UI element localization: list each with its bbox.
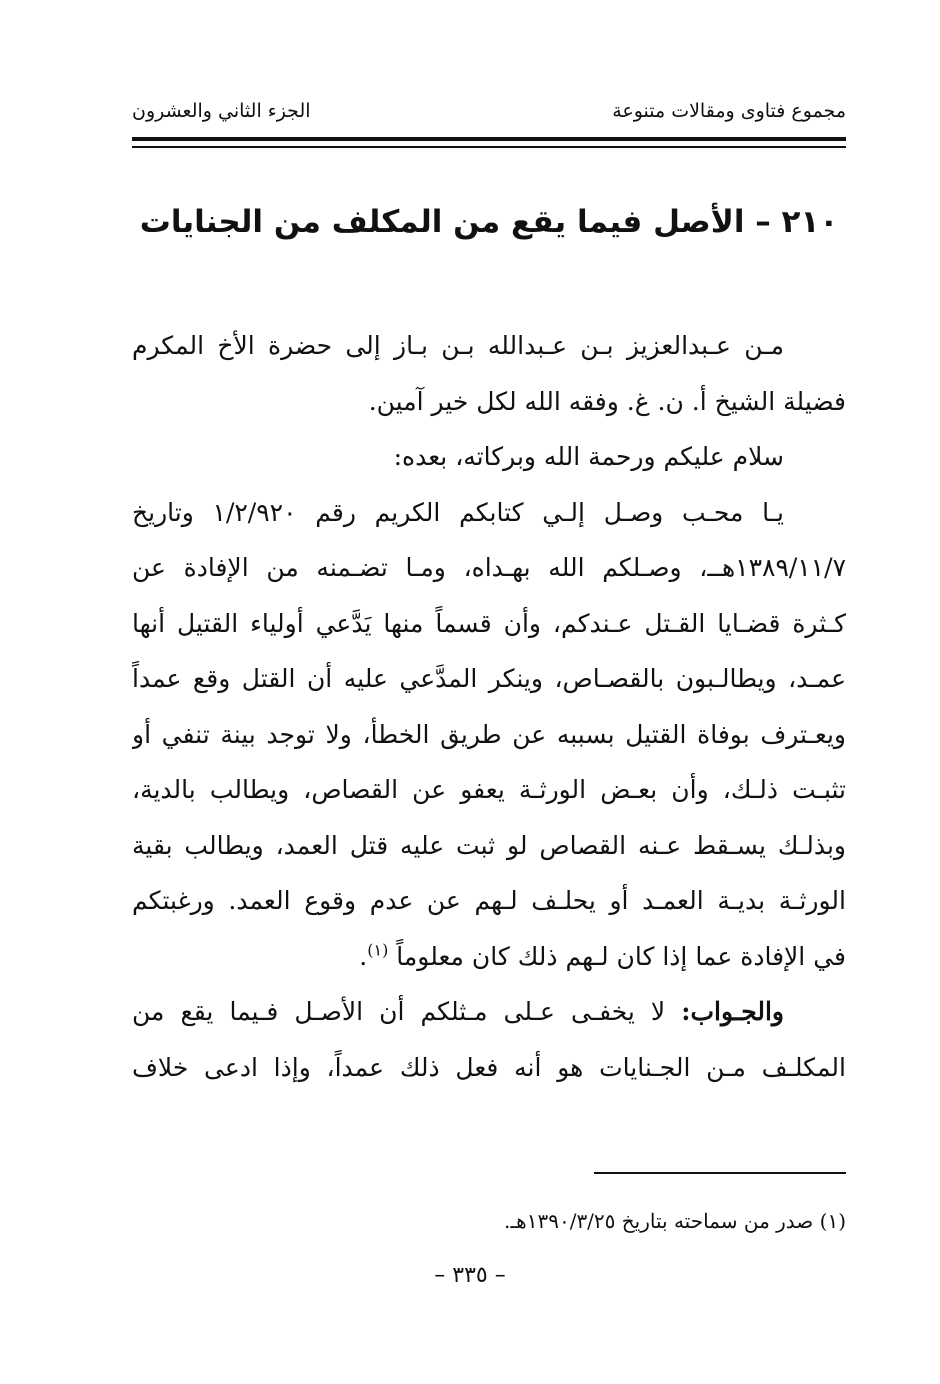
- body-line-6: كـثرة قضـايا القـتل عـندكم، وأن قسماً منها يَدَّعي أولياء القتيل أنها: [132, 608, 846, 638]
- body-line-13-text: لا يخفـى عـلى مـثلكم أن الأصـل فـيما يقع من: [132, 997, 666, 1026]
- volume-label: الجزء الثاني والعشرون: [132, 100, 311, 122]
- body-line-12-text: في الإفادة عما إذا كان لـهم ذلك كان معلوماً: [396, 941, 846, 971]
- header-rule-thick: [132, 137, 846, 141]
- body-line-9: تثبـت ذلـك، وأن بعـض الورثـة يعفو عن القصاص، ويطالب بالدية،: [132, 775, 846, 804]
- page-number: – ٣٣٥ –: [434, 1263, 506, 1288]
- footnote: (١) صدر من سماحته بتاريخ ١٣٩٠/٣/٢٥هـ.: [503, 1209, 846, 1233]
- body-line-4: يـا محـب وصـل إلـي كتابكم الكريم رقم ١/٢/٩٢٠ وتاريخ: [132, 497, 784, 527]
- section-title: ٢١٠ – الأصل فيما يقع من المكلف من الجنايات: [139, 204, 839, 240]
- body-line-11: الورثـة بديـة العمـد أو يحلـف لـهم عن عدم وقوع العمد. ورغبتكم: [132, 886, 846, 915]
- body-line-5: ١٣٨٩/١١/٧هــ، وصـلكم الله بهـداه، ومـا تضـمنه من الإفادة عن: [132, 553, 846, 582]
- footnote-reference: (١): [367, 940, 389, 960]
- body-line-3: سلام عليكم ورحمة الله وبركاته، بعده:: [393, 442, 784, 471]
- body-line-8: ويعـترف بوفاة القتيل بسببه عن طريق الخطأ، ولا توجد بينة تنفي أو: [132, 719, 846, 749]
- body-line-1: مـن عـبدالعزيز بـن عـبدالله بـن بـاز إلى حضرة الأخ المكرم: [132, 331, 784, 360]
- body-line-2: فضيلة الشيخ أ. ن. غ. وفقه الله لكل خير آمين.: [368, 386, 846, 416]
- body-line-7: عمـد، ويطالـبون بالقصـاص، وينكر المدَّعي عليه أن القتل وقع عمداً: [132, 664, 846, 693]
- body-line-12: [132, 929, 846, 985]
- body-line-14: المكلـف مـن الجـنايات هو أنه فعل ذلك عمداً، وإذا ادعى خلاف: [132, 1052, 846, 1082]
- header-rule-thin: [132, 146, 846, 148]
- answer-label: والجـواب:: [681, 997, 784, 1026]
- book-title: مجموع فتاوى ومقالات متنوعة: [612, 100, 846, 122]
- footnote-rule: [594, 1172, 846, 1174]
- body-line-10: وبذلـك يسـقط عـنه القصاص لو ثبت عليه قتل العمد، ويطالب بقية: [132, 830, 846, 860]
- body-line-12-end: .: [359, 941, 368, 971]
- body-line-13: [132, 984, 846, 1040]
- running-header: [132, 100, 846, 132]
- body-text: [132, 318, 846, 1095]
